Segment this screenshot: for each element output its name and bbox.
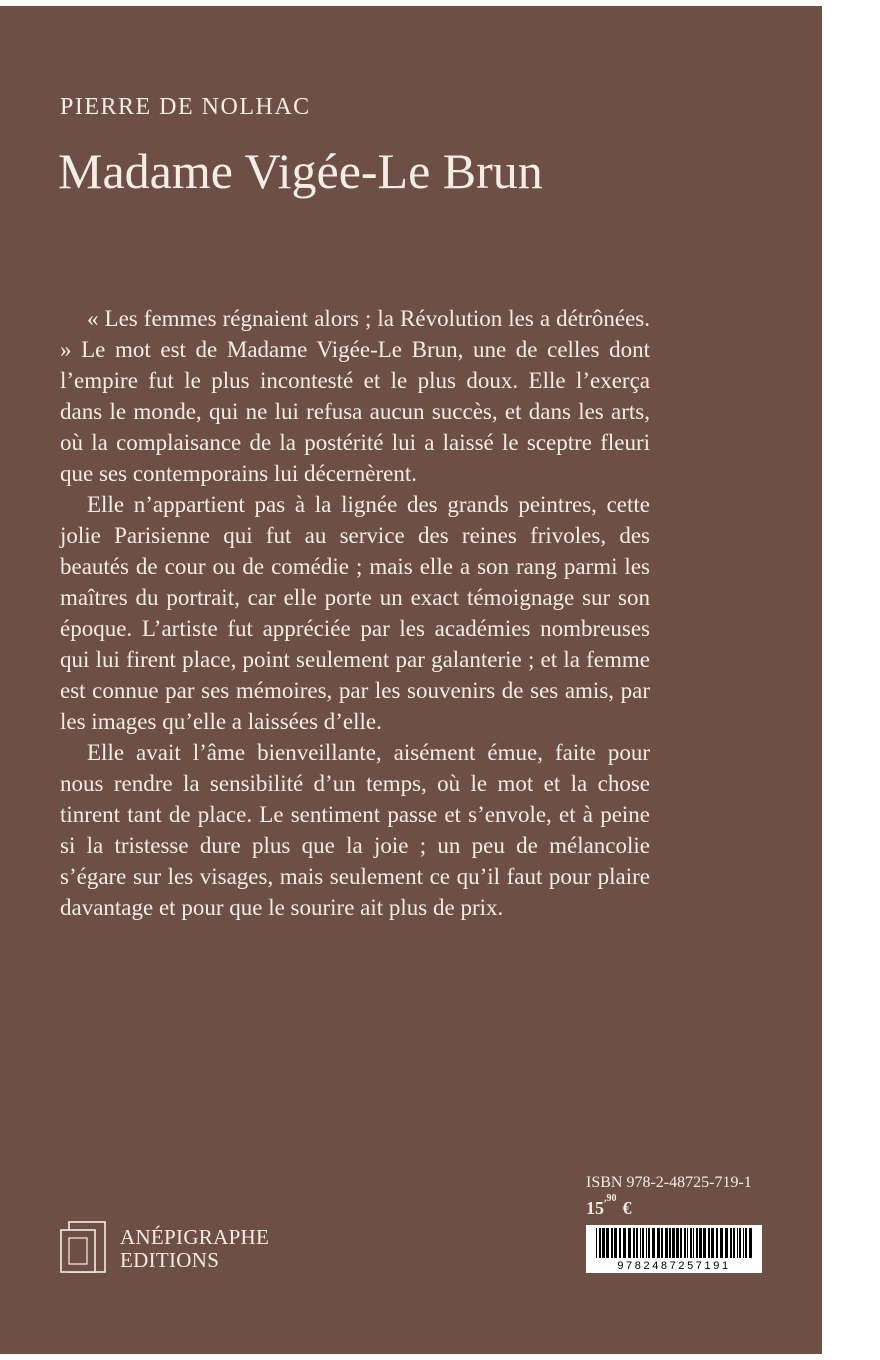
barcode-bar bbox=[602, 1228, 605, 1258]
blurb-paragraph: « Les femmes régnaient alors ; la Révolution les a détrônées. » Le mot est de Madame Vigée-Le Brun, une de celles dont l’empire fut le plus incontesté et le plus doux. Elle l’exerça dans le monde, qui ne lui refusa aucun succès, et dans les arts, où la complaisance de la postérité lui a laissé le sceptre fleuri que ses contemporains lui décernèrent. bbox=[60, 306, 650, 486]
barcode-bars bbox=[586, 1225, 762, 1259]
barcode-bar bbox=[646, 1228, 647, 1258]
barcode-bar bbox=[745, 1228, 747, 1258]
barcode-bar bbox=[725, 1228, 728, 1258]
barcode-bar bbox=[652, 1228, 655, 1258]
barcode-bar bbox=[596, 1228, 597, 1258]
price-currency: € bbox=[622, 1198, 632, 1218]
barcode-bar bbox=[611, 1228, 613, 1258]
price-cents: ,90 bbox=[604, 1193, 617, 1204]
barcode-bar bbox=[623, 1228, 626, 1258]
isbn-label: ISBN 978-2-48725-719-1 bbox=[586, 1174, 752, 1191]
barcode-bar bbox=[628, 1228, 631, 1258]
barcode-bar bbox=[669, 1228, 671, 1258]
author-name: PIERRE DE NOLHAC bbox=[60, 94, 311, 120]
barcode-bar bbox=[657, 1228, 660, 1258]
publisher-logo bbox=[60, 1218, 290, 1278]
price bbox=[586, 1193, 632, 1219]
barcode-bar bbox=[619, 1228, 621, 1258]
barcode-bar bbox=[720, 1228, 723, 1258]
barcode-bar bbox=[749, 1228, 752, 1258]
barcode-bar bbox=[690, 1228, 692, 1258]
publisher-line-1: ANÉPIGRAPHE bbox=[120, 1225, 270, 1249]
barcode-bar bbox=[739, 1228, 741, 1258]
barcode-bar bbox=[599, 1228, 601, 1258]
barcode-bar bbox=[676, 1228, 679, 1258]
barcode-bar bbox=[642, 1228, 644, 1258]
barcode-bar bbox=[730, 1228, 732, 1258]
barcode-bar bbox=[693, 1228, 694, 1258]
publisher-line-2: EDITIONS bbox=[120, 1248, 220, 1272]
barcode-bar bbox=[633, 1228, 635, 1258]
barcode-bar bbox=[665, 1228, 668, 1258]
barcode-bar bbox=[636, 1228, 638, 1258]
barcode-bar bbox=[733, 1228, 735, 1258]
barcode-digits: 9782487257191 bbox=[617, 1260, 731, 1272]
barcode-bar bbox=[640, 1228, 641, 1258]
barcode-bar bbox=[708, 1228, 710, 1258]
blurb bbox=[60, 303, 650, 923]
barcode-bar bbox=[711, 1228, 714, 1258]
barcode bbox=[586, 1225, 762, 1273]
back-cover bbox=[0, 6, 822, 1354]
barcode-bar bbox=[696, 1228, 698, 1258]
blurb-paragraph: Elle n’appartient pas à la lignée des grands peintres, cette jolie Parisienne qui fut au service des reines frivoles, des beautés de cour ou de comédie ; mais elle a son rang parmi les maîtres du portrait, car elle porte un exact témoignage sur son époque. L’artiste fut appréciée par les académies nombreuses qui lui firent place, point seulement par galanterie ; et la femme est connue par ses mémoires, par les souvenirs de ses amis, par les images qu’elle a laissées d’elle. bbox=[60, 492, 650, 734]
barcode-bar bbox=[703, 1228, 706, 1258]
price-euros: 15 bbox=[586, 1198, 604, 1218]
barcode-bar bbox=[743, 1228, 744, 1258]
barcode-bar bbox=[661, 1228, 663, 1258]
barcode-bar bbox=[672, 1228, 675, 1258]
barcode-bar bbox=[687, 1228, 688, 1258]
barcode-bar bbox=[684, 1228, 686, 1258]
frame-logo-icon bbox=[60, 1221, 106, 1273]
barcode-bar bbox=[614, 1228, 617, 1258]
barcode-bar bbox=[680, 1228, 682, 1258]
publisher-name bbox=[120, 1226, 269, 1272]
barcode-bar bbox=[648, 1228, 650, 1258]
barcode-bar bbox=[737, 1228, 738, 1258]
book-title: Madame Vigée-Le Brun bbox=[58, 143, 543, 199]
blurb-paragraph: Elle avait l’âme bienveillante, aisément émue, faite pour nous rendre la sensibilité d’un temps, où le mot et la chose tinrent tant de place. Le sentiment passe et s’envole, et à peine si la tristesse dure plus que la joie ; un peu de mélancolie s’égare sur les visages, mais seulement ce qu’il faut pour plaire davantage et pour que le sourire ait plus de prix. bbox=[60, 740, 650, 920]
barcode-bar bbox=[606, 1228, 609, 1258]
barcode-bar bbox=[716, 1228, 718, 1258]
barcode-bar bbox=[699, 1228, 702, 1258]
